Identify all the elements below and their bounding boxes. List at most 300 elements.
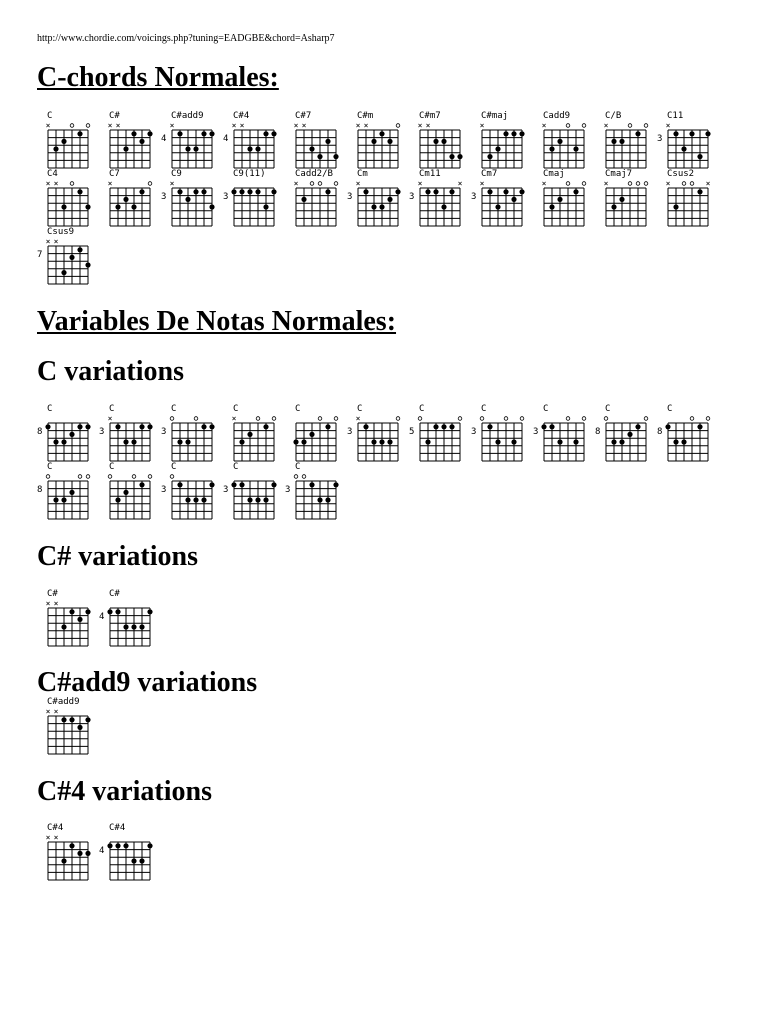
fretboard-grid bbox=[533, 169, 595, 227]
fret-number: 8 bbox=[595, 427, 601, 437]
open-string-marker bbox=[628, 124, 632, 128]
open-string-marker bbox=[46, 475, 50, 479]
finger-dot bbox=[77, 189, 82, 194]
fretboard-grid bbox=[347, 111, 409, 169]
finger-dot bbox=[549, 424, 554, 429]
muted-string-marker: × bbox=[541, 121, 547, 130]
chord-name: C bbox=[47, 111, 53, 121]
finger-dot bbox=[131, 439, 136, 444]
finger-dot bbox=[255, 497, 260, 502]
open-string-marker bbox=[682, 182, 686, 186]
fret-number: 3 bbox=[471, 192, 477, 202]
fretboard-grid bbox=[285, 404, 347, 462]
finger-dot bbox=[697, 189, 702, 194]
finger-dot bbox=[457, 154, 462, 159]
finger-dot bbox=[61, 858, 66, 863]
finger-dot bbox=[77, 617, 82, 622]
finger-dot bbox=[511, 131, 516, 136]
finger-dot bbox=[69, 255, 74, 260]
finger-dot bbox=[139, 624, 144, 629]
finger-dot bbox=[371, 439, 376, 444]
finger-dot bbox=[449, 424, 454, 429]
chord-diagram bbox=[595, 169, 657, 227]
finger-dot bbox=[61, 204, 66, 209]
muted-string-marker: × bbox=[293, 121, 299, 130]
finger-dot bbox=[131, 858, 136, 863]
finger-dot bbox=[387, 439, 392, 444]
fret-number: 3 bbox=[409, 192, 415, 202]
muted-string-marker: × bbox=[45, 599, 51, 608]
finger-dot bbox=[557, 139, 562, 144]
muted-string-marker: × bbox=[301, 121, 307, 130]
fret-number: 3 bbox=[347, 427, 353, 437]
chord-name: C#m7 bbox=[419, 111, 441, 121]
finger-dot bbox=[61, 439, 66, 444]
open-string-marker bbox=[636, 182, 640, 186]
fretboard-grid bbox=[533, 111, 595, 169]
chord-name: C# bbox=[109, 111, 120, 121]
fret-number: 5 bbox=[409, 427, 415, 437]
muted-string-marker: × bbox=[705, 179, 711, 188]
muted-string-marker: × bbox=[45, 121, 51, 130]
chord-name: C#maj bbox=[481, 111, 509, 121]
finger-dot bbox=[201, 497, 206, 502]
open-string-marker bbox=[318, 417, 322, 421]
fret-number: 3 bbox=[99, 427, 105, 437]
finger-dot bbox=[619, 197, 624, 202]
chord-diagram bbox=[471, 111, 533, 169]
finger-dot bbox=[697, 424, 702, 429]
chord-diagram bbox=[99, 462, 161, 520]
fretboard-grid bbox=[161, 169, 223, 227]
chord-diagram bbox=[223, 169, 285, 227]
finger-dot bbox=[441, 204, 446, 209]
finger-dot bbox=[503, 131, 508, 136]
finger-dot bbox=[573, 189, 578, 194]
muted-string-marker: × bbox=[53, 179, 59, 188]
muted-string-marker: × bbox=[665, 179, 671, 188]
finger-dot bbox=[433, 189, 438, 194]
muted-string-marker: × bbox=[479, 121, 485, 130]
open-string-marker bbox=[582, 124, 586, 128]
finger-dot bbox=[441, 424, 446, 429]
fretboard-grid bbox=[595, 169, 657, 227]
chord-name: C bbox=[543, 404, 549, 414]
muted-string-marker: × bbox=[293, 179, 299, 188]
fretboard-grid bbox=[99, 169, 161, 227]
finger-dot bbox=[115, 497, 120, 502]
finger-dot bbox=[333, 154, 338, 159]
finger-dot bbox=[77, 247, 82, 252]
finger-dot bbox=[139, 482, 144, 487]
finger-dot bbox=[123, 146, 128, 151]
open-string-marker bbox=[582, 417, 586, 421]
muted-string-marker: × bbox=[665, 121, 671, 130]
open-string-marker bbox=[706, 417, 710, 421]
chord-diagram bbox=[409, 169, 471, 227]
finger-dot bbox=[123, 439, 128, 444]
finger-dot bbox=[449, 189, 454, 194]
chord-diagram bbox=[347, 404, 409, 462]
finger-dot bbox=[263, 424, 268, 429]
fretboard-grid bbox=[161, 404, 223, 462]
fretboard-grid bbox=[657, 404, 719, 462]
fretboard-grid bbox=[37, 823, 99, 881]
finger-dot bbox=[69, 432, 74, 437]
chord-diagram bbox=[223, 462, 285, 520]
finger-dot bbox=[487, 189, 492, 194]
open-string-marker bbox=[148, 182, 152, 186]
muted-string-marker: × bbox=[53, 599, 59, 608]
finger-dot bbox=[147, 843, 152, 848]
finger-dot bbox=[85, 424, 90, 429]
open-string-marker bbox=[318, 182, 322, 186]
finger-dot bbox=[293, 439, 298, 444]
fretboard-grid bbox=[657, 111, 719, 169]
fretboard-grid bbox=[37, 697, 99, 755]
fret-number: 8 bbox=[37, 427, 43, 437]
finger-dot bbox=[557, 439, 562, 444]
heading-variables: Variables De Notas Normales: bbox=[37, 306, 397, 337]
finger-dot bbox=[61, 270, 66, 275]
finger-dot bbox=[147, 609, 152, 614]
finger-dot bbox=[231, 482, 236, 487]
chord-diagram bbox=[471, 169, 533, 227]
chord-diagram bbox=[99, 823, 161, 881]
finger-dot bbox=[263, 497, 268, 502]
finger-dot bbox=[247, 146, 252, 151]
finger-dot bbox=[371, 204, 376, 209]
muted-string-marker: × bbox=[45, 833, 51, 842]
open-string-marker bbox=[194, 417, 198, 421]
chord-name: Cmaj7 bbox=[605, 169, 633, 179]
finger-dot bbox=[77, 851, 82, 856]
chord-diagram bbox=[347, 169, 409, 227]
open-string-marker bbox=[170, 417, 174, 421]
finger-dot bbox=[325, 424, 330, 429]
finger-dot bbox=[209, 482, 214, 487]
fret-number: 8 bbox=[37, 485, 43, 495]
finger-dot bbox=[635, 131, 640, 136]
muted-string-marker: × bbox=[541, 179, 547, 188]
fret-number: 3 bbox=[223, 485, 229, 495]
finger-dot bbox=[549, 204, 554, 209]
finger-dot bbox=[85, 717, 90, 722]
chord-name: Cadd2/B bbox=[295, 169, 333, 179]
chord-name: C bbox=[481, 404, 487, 414]
chord-name: C bbox=[171, 404, 177, 414]
finger-dot bbox=[511, 197, 516, 202]
fret-number: 3 bbox=[533, 427, 539, 437]
finger-dot bbox=[573, 146, 578, 151]
chord-diagram bbox=[99, 111, 161, 169]
open-string-marker bbox=[604, 417, 608, 421]
open-string-marker bbox=[396, 417, 400, 421]
finger-dot bbox=[619, 139, 624, 144]
finger-dot bbox=[61, 624, 66, 629]
finger-dot bbox=[147, 131, 152, 136]
finger-dot bbox=[271, 131, 276, 136]
finger-dot bbox=[495, 439, 500, 444]
fret-number: 4 bbox=[99, 846, 105, 856]
muted-string-marker: × bbox=[107, 179, 113, 188]
chord-name: C9 bbox=[171, 169, 182, 179]
finger-dot bbox=[495, 146, 500, 151]
finger-dot bbox=[433, 424, 438, 429]
source-url[interactable]: http://www.chordie.com/voicings.php?tuning=EADGBE&chord=Asharp7 bbox=[37, 33, 335, 44]
fretboard-grid bbox=[37, 111, 99, 169]
open-string-marker bbox=[566, 182, 570, 186]
finger-dot bbox=[619, 439, 624, 444]
chord-diagram bbox=[37, 404, 99, 462]
finger-dot bbox=[231, 189, 236, 194]
muted-string-marker: × bbox=[363, 121, 369, 130]
fret-number: 3 bbox=[161, 192, 167, 202]
fretboard-grid bbox=[37, 462, 99, 520]
muted-string-marker: × bbox=[107, 121, 113, 130]
finger-dot bbox=[177, 189, 182, 194]
finger-dot bbox=[333, 482, 338, 487]
finger-dot bbox=[177, 131, 182, 136]
muted-string-marker: × bbox=[355, 121, 361, 130]
finger-dot bbox=[115, 843, 120, 848]
chord-name: C# bbox=[109, 589, 120, 599]
finger-dot bbox=[271, 482, 276, 487]
fret-number: 4 bbox=[223, 134, 229, 144]
chord-diagram bbox=[37, 227, 99, 285]
finger-dot bbox=[115, 424, 120, 429]
chord-diagram bbox=[223, 404, 285, 462]
chord-name: C bbox=[419, 404, 425, 414]
muted-string-marker: × bbox=[417, 179, 423, 188]
chord-diagram bbox=[285, 462, 347, 520]
open-string-marker bbox=[86, 475, 90, 479]
finger-dot bbox=[139, 858, 144, 863]
finger-dot bbox=[139, 139, 144, 144]
finger-dot bbox=[177, 439, 182, 444]
fretboard-grid bbox=[285, 111, 347, 169]
finger-dot bbox=[193, 497, 198, 502]
chord-name: C bbox=[47, 462, 53, 472]
chord-name: Csus9 bbox=[47, 227, 75, 237]
chord-name: C#4 bbox=[109, 823, 126, 833]
finger-dot bbox=[131, 131, 136, 136]
chord-diagram bbox=[99, 404, 161, 462]
chord-name: C#add9 bbox=[47, 697, 80, 707]
chord-name: C#7 bbox=[295, 111, 312, 121]
finger-dot bbox=[317, 154, 322, 159]
open-string-marker bbox=[504, 417, 508, 421]
finger-dot bbox=[425, 189, 430, 194]
fret-number: 3 bbox=[161, 485, 167, 495]
finger-dot bbox=[635, 424, 640, 429]
finger-dot bbox=[69, 717, 74, 722]
fretboard-grid bbox=[285, 169, 347, 227]
fretboard-grid bbox=[99, 589, 161, 647]
chord-name: C4 bbox=[47, 169, 58, 179]
finger-dot bbox=[53, 497, 58, 502]
finger-dot bbox=[363, 424, 368, 429]
fret-number: 3 bbox=[657, 134, 663, 144]
finger-dot bbox=[433, 139, 438, 144]
finger-dot bbox=[85, 262, 90, 267]
fret-number: 3 bbox=[347, 192, 353, 202]
heading-cs4-variations: C#4 variations bbox=[37, 776, 212, 807]
heading-cs-variations: C# variations bbox=[37, 541, 198, 572]
chord-name: Cadd9 bbox=[543, 111, 571, 121]
finger-dot bbox=[379, 439, 384, 444]
chord-name: Cmaj bbox=[543, 169, 565, 179]
muted-string-marker: × bbox=[355, 414, 361, 423]
finger-dot bbox=[673, 131, 678, 136]
chord-name: C bbox=[667, 404, 673, 414]
muted-string-marker: × bbox=[107, 414, 113, 423]
finger-dot bbox=[201, 131, 206, 136]
chord-diagram bbox=[409, 404, 471, 462]
open-string-marker bbox=[70, 182, 74, 186]
chord-diagram bbox=[37, 462, 99, 520]
finger-dot bbox=[627, 432, 632, 437]
chord-name: C bbox=[109, 462, 115, 472]
fretboard-grid bbox=[347, 169, 409, 227]
chord-name: Cm7 bbox=[481, 169, 498, 179]
finger-dot bbox=[69, 490, 74, 495]
finger-dot bbox=[239, 189, 244, 194]
open-string-marker bbox=[644, 417, 648, 421]
finger-dot bbox=[271, 189, 276, 194]
finger-dot bbox=[185, 146, 190, 151]
finger-dot bbox=[85, 204, 90, 209]
finger-dot bbox=[107, 609, 112, 614]
finger-dot bbox=[487, 154, 492, 159]
chord-diagram bbox=[657, 404, 719, 462]
finger-dot bbox=[247, 189, 252, 194]
finger-dot bbox=[115, 204, 120, 209]
muted-string-marker: × bbox=[169, 121, 175, 130]
open-string-marker bbox=[566, 417, 570, 421]
fretboard-grid bbox=[285, 462, 347, 520]
chord-name: C bbox=[357, 404, 363, 414]
chord-diagram bbox=[161, 462, 223, 520]
finger-dot bbox=[201, 189, 206, 194]
chord-name: C#4 bbox=[47, 823, 64, 833]
finger-dot bbox=[255, 189, 260, 194]
finger-dot bbox=[425, 439, 430, 444]
finger-dot bbox=[193, 189, 198, 194]
finger-dot bbox=[395, 189, 400, 194]
open-string-marker bbox=[690, 417, 694, 421]
fretboard-grid bbox=[533, 404, 595, 462]
finger-dot bbox=[309, 432, 314, 437]
finger-dot bbox=[519, 189, 524, 194]
chord-name: C#m bbox=[357, 111, 374, 121]
finger-dot bbox=[209, 424, 214, 429]
fretboard-grid bbox=[409, 169, 471, 227]
finger-dot bbox=[379, 204, 384, 209]
open-string-marker bbox=[334, 417, 338, 421]
finger-dot bbox=[673, 439, 678, 444]
finger-dot bbox=[557, 197, 562, 202]
fretboard-grid bbox=[409, 404, 471, 462]
finger-dot bbox=[263, 204, 268, 209]
finger-dot bbox=[139, 189, 144, 194]
fret-number: 4 bbox=[99, 612, 105, 622]
open-string-marker bbox=[396, 124, 400, 128]
finger-dot bbox=[247, 432, 252, 437]
open-string-marker bbox=[302, 475, 306, 479]
chord-name: C bbox=[233, 404, 239, 414]
chord-name: C# bbox=[47, 589, 58, 599]
open-string-marker bbox=[334, 182, 338, 186]
open-string-marker bbox=[582, 182, 586, 186]
chord-name: Csus2 bbox=[667, 169, 695, 179]
muted-string-marker: × bbox=[53, 833, 59, 842]
chord-name: C7 bbox=[109, 169, 120, 179]
finger-dot bbox=[441, 139, 446, 144]
fretboard-grid bbox=[37, 169, 99, 227]
finger-dot bbox=[309, 146, 314, 151]
finger-dot bbox=[69, 843, 74, 848]
chord-diagram bbox=[161, 169, 223, 227]
finger-dot bbox=[611, 439, 616, 444]
finger-dot bbox=[705, 131, 710, 136]
chord-name: C bbox=[233, 462, 239, 472]
finger-dot bbox=[665, 424, 670, 429]
finger-dot bbox=[449, 154, 454, 159]
finger-dot bbox=[209, 204, 214, 209]
chord-diagram bbox=[533, 169, 595, 227]
finger-dot bbox=[611, 139, 616, 144]
fret-number: 3 bbox=[161, 427, 167, 437]
chord-diagram bbox=[99, 169, 161, 227]
finger-dot bbox=[673, 204, 678, 209]
finger-dot bbox=[301, 439, 306, 444]
chord-name: C11 bbox=[667, 111, 684, 121]
muted-string-marker: × bbox=[115, 121, 121, 130]
finger-dot bbox=[61, 717, 66, 722]
muted-string-marker: × bbox=[45, 237, 51, 246]
finger-dot bbox=[177, 482, 182, 487]
finger-dot bbox=[503, 189, 508, 194]
finger-dot bbox=[115, 609, 120, 614]
chord-diagram bbox=[657, 111, 719, 169]
fretboard-grid bbox=[99, 404, 161, 462]
finger-dot bbox=[325, 497, 330, 502]
open-string-marker bbox=[170, 475, 174, 479]
chord-diagram bbox=[409, 111, 471, 169]
finger-dot bbox=[45, 424, 50, 429]
finger-dot bbox=[185, 497, 190, 502]
finger-dot bbox=[379, 131, 384, 136]
fretboard-grid bbox=[471, 111, 533, 169]
fretboard-grid bbox=[161, 462, 223, 520]
fretboard-grid bbox=[37, 227, 99, 285]
finger-dot bbox=[147, 424, 152, 429]
chord-name: C bbox=[109, 404, 115, 414]
fret-number: 8 bbox=[657, 427, 663, 437]
finger-dot bbox=[363, 189, 368, 194]
finger-dot bbox=[53, 439, 58, 444]
open-string-marker bbox=[272, 417, 276, 421]
finger-dot bbox=[131, 204, 136, 209]
muted-string-marker: × bbox=[45, 179, 51, 188]
chord-diagram bbox=[99, 589, 161, 647]
fretboard-grid bbox=[99, 111, 161, 169]
finger-dot bbox=[371, 139, 376, 144]
finger-dot bbox=[193, 146, 198, 151]
fretboard-grid bbox=[595, 111, 657, 169]
chord-name: C#add9 bbox=[171, 111, 204, 121]
